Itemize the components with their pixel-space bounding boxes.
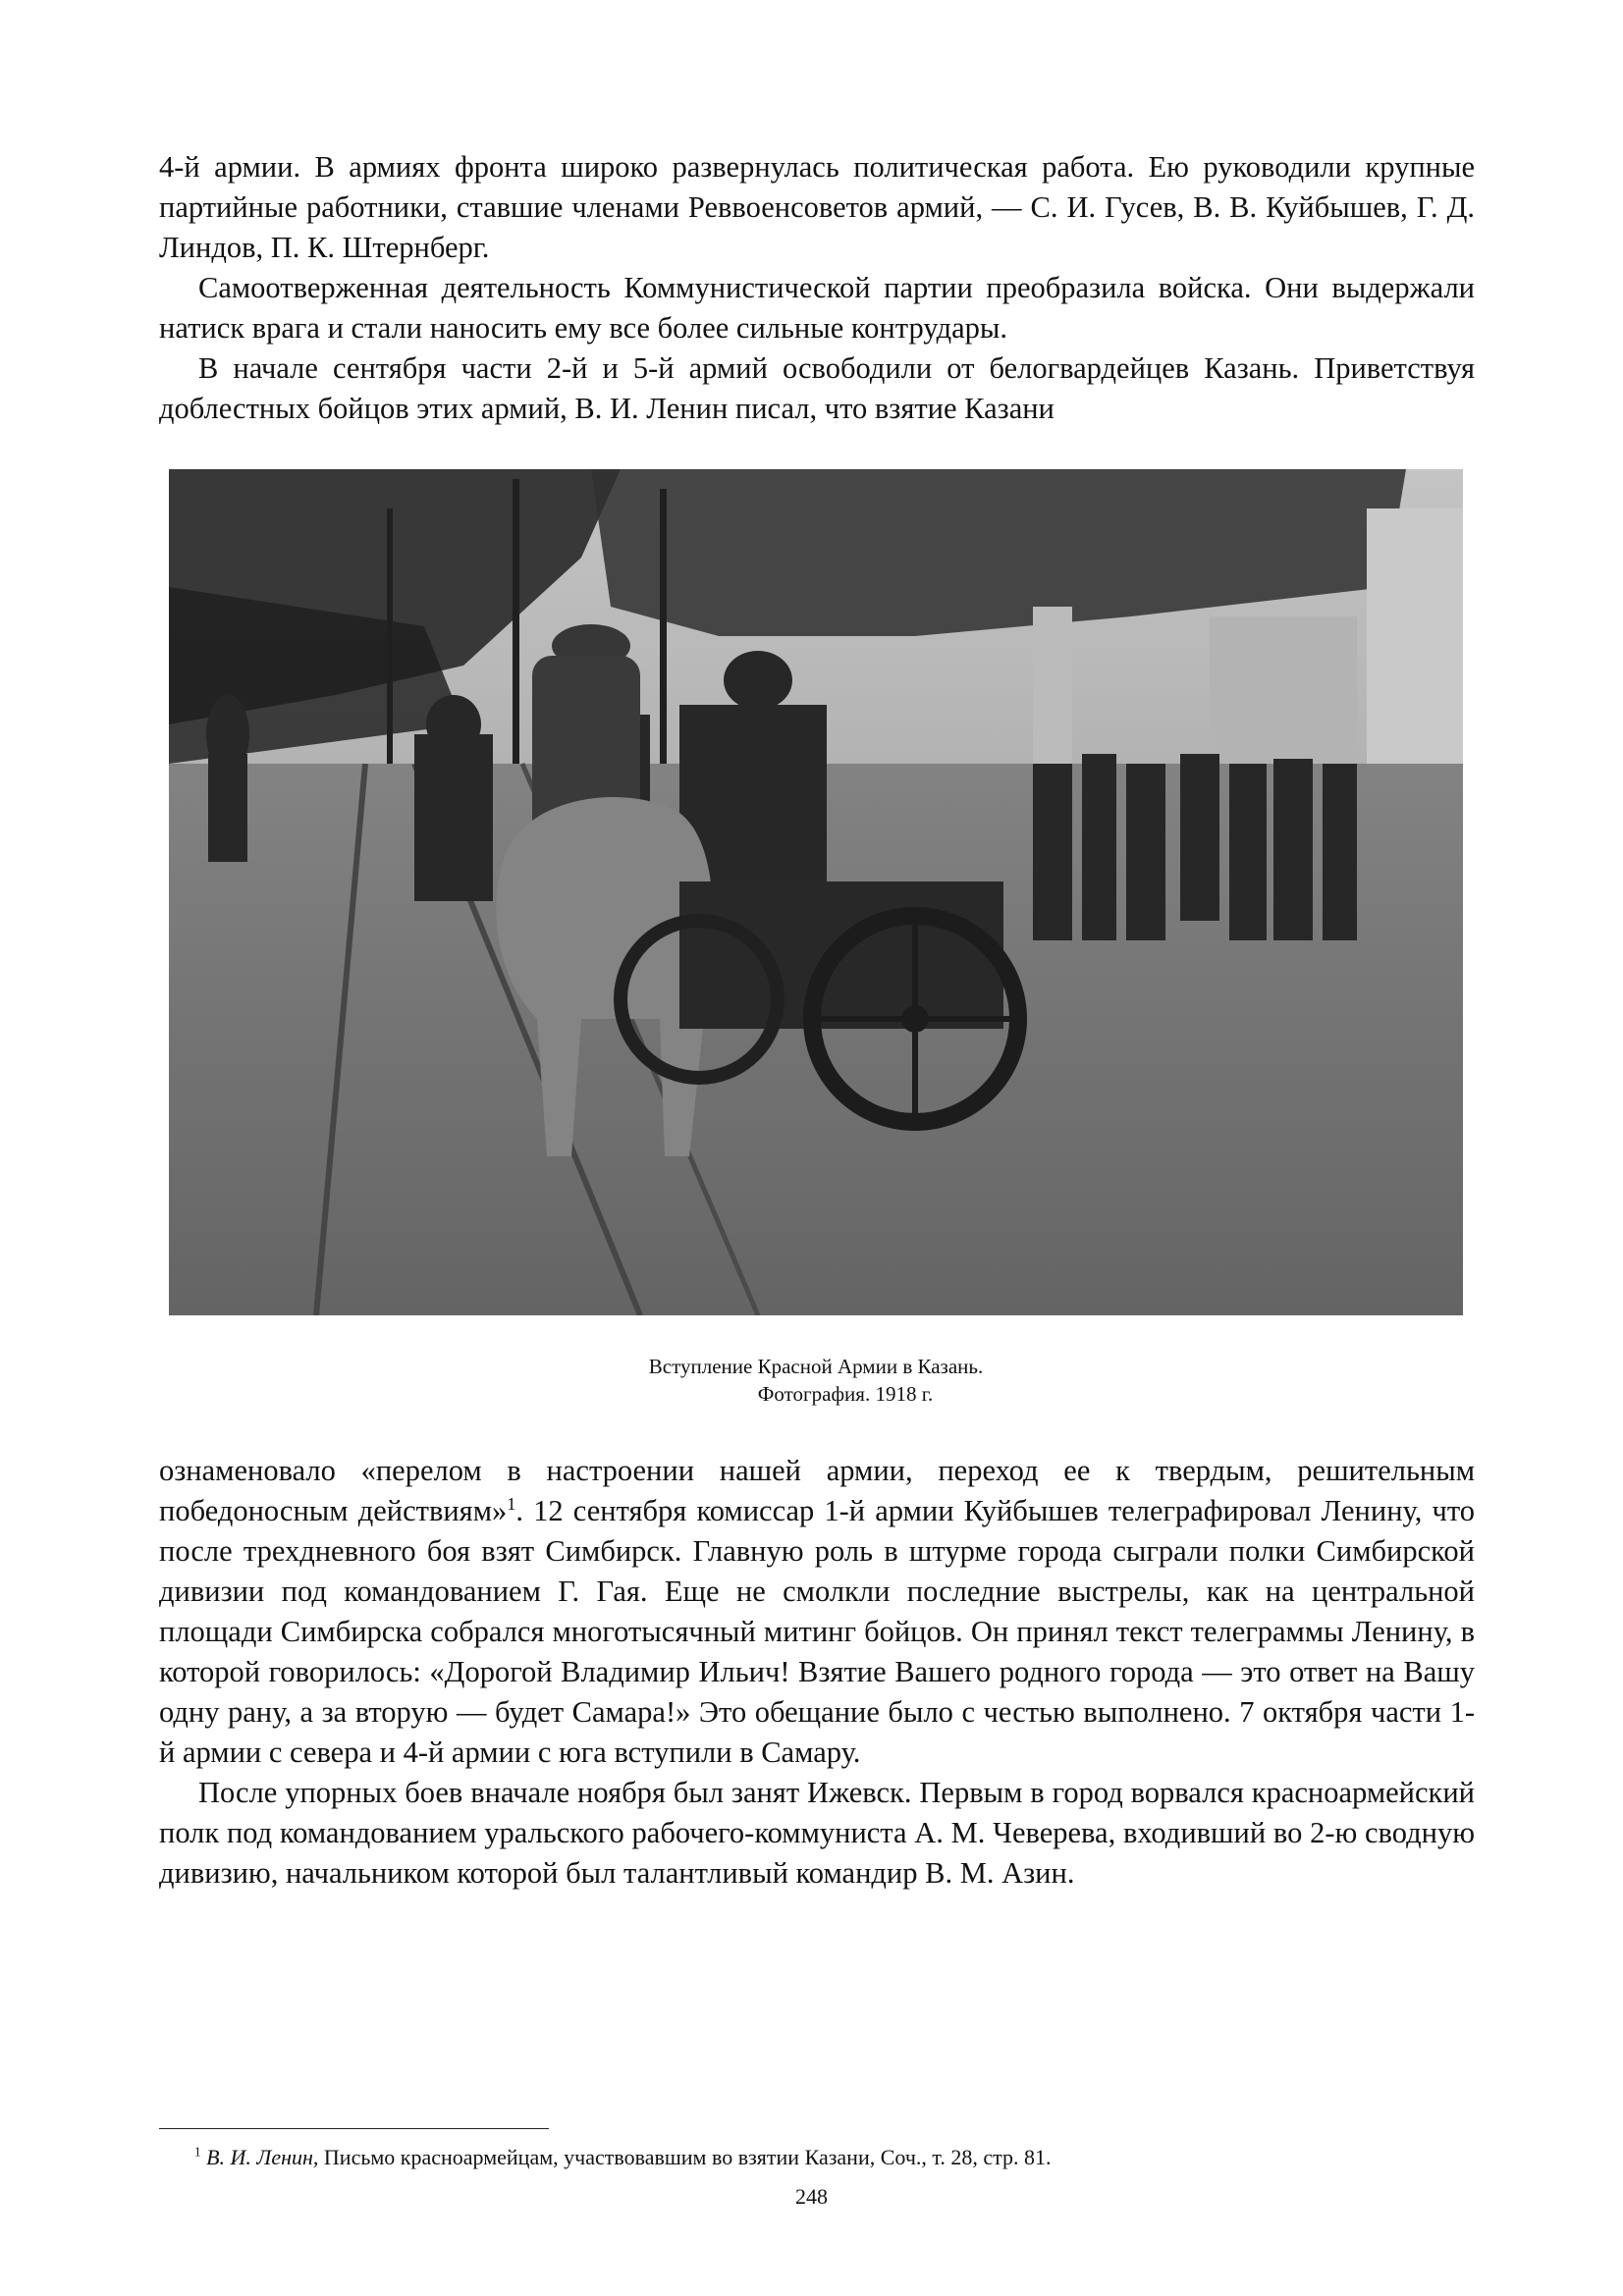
paragraph-text: ознаменовало «перелом в настроении нашей армии, переход ее к твердым, решительным победоносным действиям» [159,1454,1475,1527]
footnote-author: В. И. Ленин, [206,2145,319,2169]
paragraph: В начале сентября части 2-й и 5-й армий освободили от белогвардейцев Казань. Приветствуя доблестных бойцов этих армий, В. И. Ленин писал, что взятие Казани [159,351,1475,425]
paragraph: После упорных боев вначале ноября был занят Ижевск. Первым в город ворвался красноармейский полк под командованием уральского рабочего-коммуниста А. М. Чеверева, входивший во 2-ю сводную дивизию, начальником которой был талантливый командир В. М. Азин. [159,1776,1475,1890]
page-number: 248 [795,2184,828,2209]
paragraph: Самоотверженная деятельность Коммунистической партии преобразила войска. Они выдержали натиск врага и стали наносить ему все более сильные контрудары. [159,271,1475,345]
photo-illustration [169,469,1463,1315]
paragraph: 4-й армии. В армиях фронта широко развернулась политическая работа. Ею руководили крупные партийные работники, ставшие членами Реввоенсоветов армий, — С. И. Гусев, В. В. Куйбышев, Г. Д. Линдов, П. К. Штернберг. [159,150,1475,264]
photo-caption-title: Вступление Красной Армии в Казань. [648,1355,984,1378]
paragraph-text: . 12 сентября комиссар 1-й армии Куйбышев телеграфировал Ленину, что после трехдневного боя взят Симбирск. Главную роль в штурме города сыграли полки Симбирской дивизии под командованием Г. Гая. Еще не смолкли последние выстрелы, как на центральной площади Симбирска собрался многотысячный митинг бойцов. Он принял текст телеграммы Ленину, в которой говорилось: «Дорогой Владимир Ильич! Взятие Вашего родного города — это ответ на Вашу одну рану, а за вторую — будет Самара!» Это обещание было с честью выполнено. 7 октября части 1-й армии с севера и 4-й армии с юга вступили в Самару. [159,1494,1475,1769]
paragraph [159,1451,1475,1773]
footnote-reference[interactable]: 1 [507,1493,516,1514]
footnote-divider [159,2128,549,2129]
historical-photo [169,469,1463,1315]
photo-caption-subtitle: Фотография. 1918 г. [757,1382,934,1406]
footnote-text: Письмо красноармейцам, участвовавшим во взятии Казани, Соч., т. 28, стр. 81. [318,2145,1052,2169]
top-text-block [159,147,1475,429]
footnote [159,2143,1475,2172]
footnote-mark: 1 [194,2144,201,2160]
bottom-text-block [159,1451,1475,1894]
